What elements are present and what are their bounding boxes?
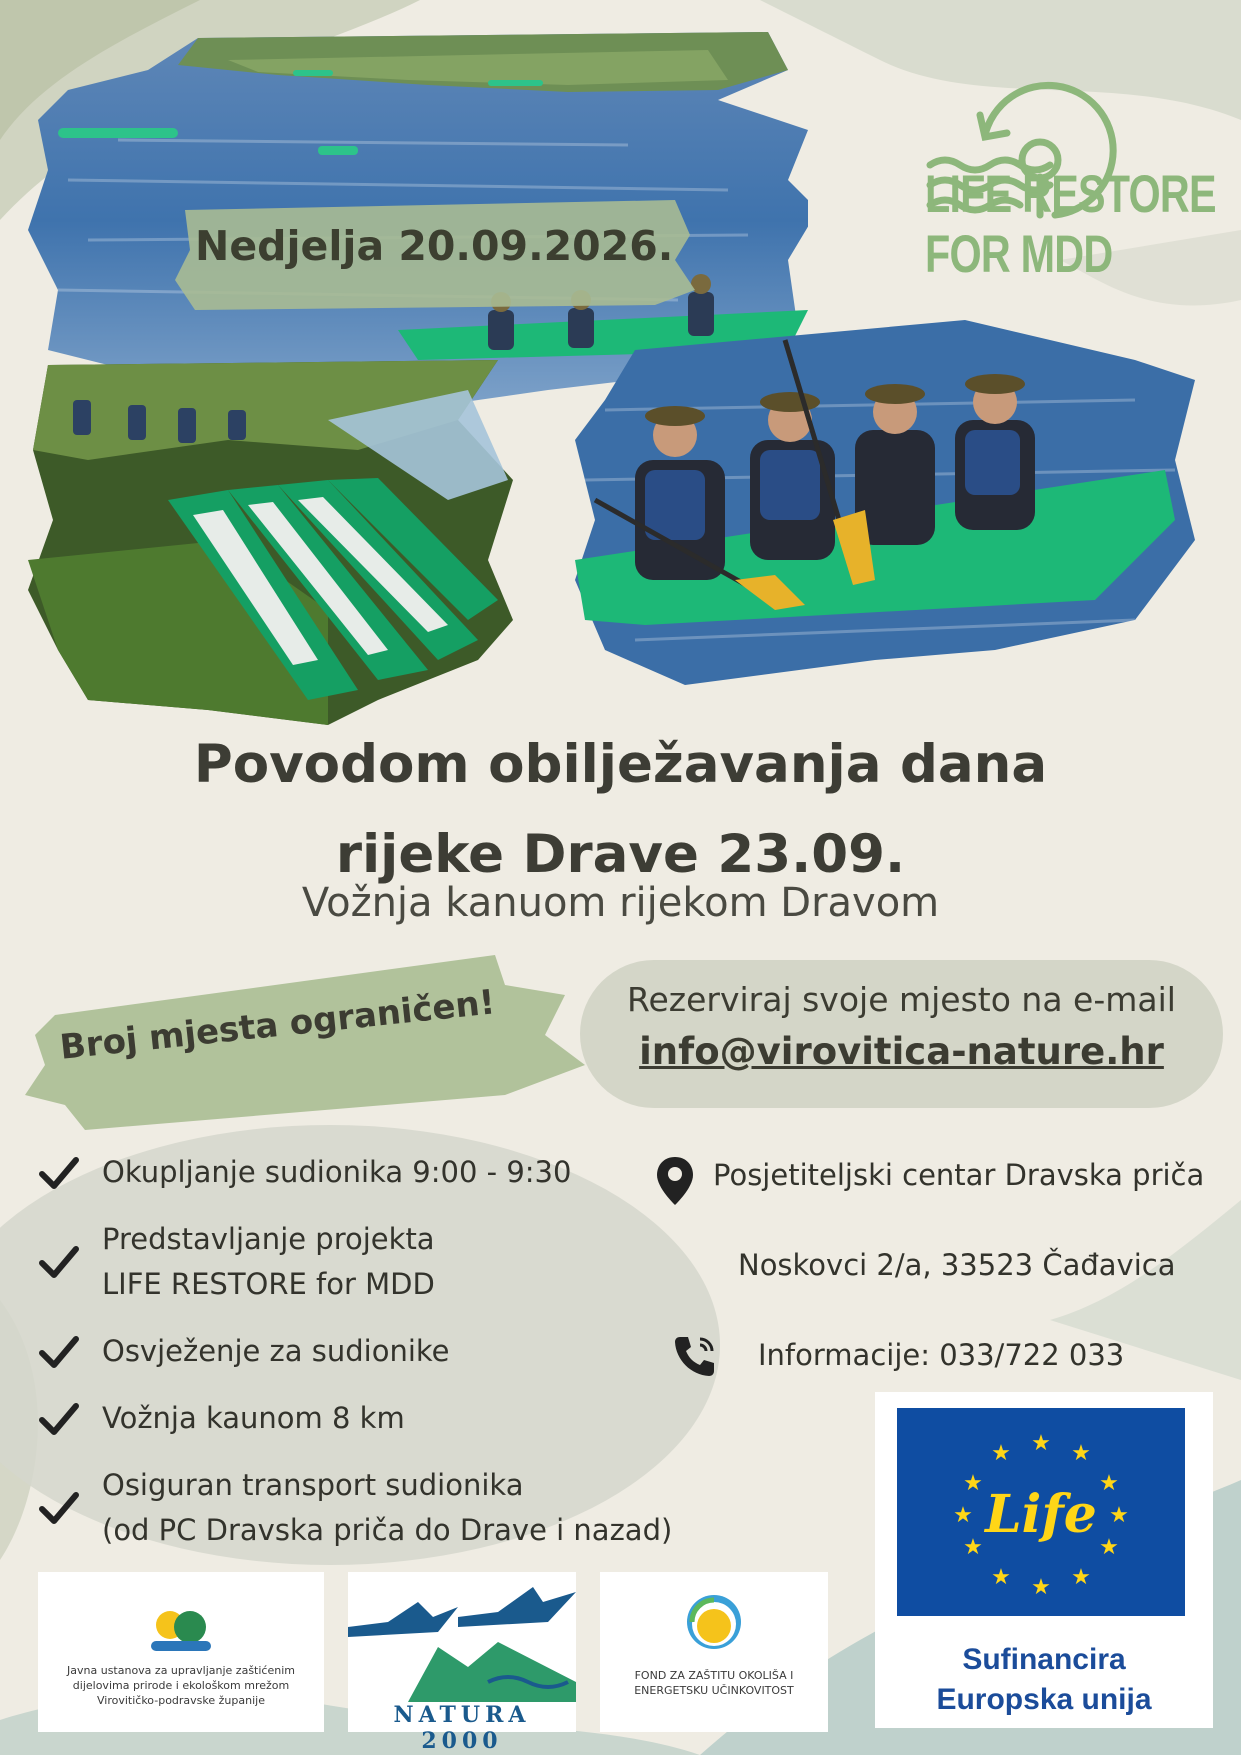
fund-emblem-icon (684, 1592, 744, 1652)
reservation-label: Rezerviraj svoje mjesto na e-mail (627, 980, 1176, 1019)
location-name: Posjetiteljski centar Dravska priča (713, 1158, 1205, 1192)
svg-text:★: ★ (963, 1535, 983, 1560)
svg-text:★: ★ (1031, 1431, 1051, 1456)
agenda-item (38, 1396, 698, 1441)
institution-emblem-icon (146, 1603, 216, 1658)
headline-line-1: Povodom obilježavanja dana (193, 734, 1048, 795)
page-title (0, 720, 1241, 900)
eu-cofinanced-text (875, 1640, 1213, 1720)
svg-text:★: ★ (1109, 1503, 1129, 1528)
agenda-item (38, 1150, 698, 1195)
canoe-crew-photo (575, 320, 1195, 710)
natura-birds-icon (348, 1572, 576, 1702)
public-institution-text (48, 1663, 314, 1708)
reservation-email-link[interactable]: info@virovitica-nature.hr (639, 1030, 1164, 1073)
checkmark-icon (38, 1241, 80, 1283)
svg-text:★: ★ (991, 1441, 1011, 1466)
checkmark-icon (38, 1487, 80, 1529)
agenda-item (38, 1463, 698, 1553)
life-restore-logo-text (925, 165, 1225, 285)
location-address: Noskovci 2/a, 33523 Čađavica (738, 1248, 1176, 1282)
agenda-item-text: Predstavljanje projekta (102, 1222, 435, 1256)
event-date: Nedjelja 20.09.2026. (195, 222, 674, 270)
logo-line-2: FOR MDD (925, 225, 1113, 284)
subheadline: Vožnja kanuom rijekom Dravom (301, 880, 940, 926)
eu-line: Europska unija (936, 1683, 1152, 1716)
location-pin-icon (655, 1155, 695, 1207)
eu-line: Sufinancira (962, 1643, 1126, 1676)
agenda-item-text: Vožnja kaunom 8 km (102, 1401, 405, 1435)
svg-text:★: ★ (1099, 1471, 1119, 1496)
agenda-item-text: Okupljanje sudionika 9:00 - 9:30 (102, 1155, 572, 1189)
headline-line-2: rijeke Drave 23.09. (335, 824, 906, 885)
fund-line: FOND ZA ZAŠTITU OKOLIŠA I (634, 1669, 794, 1682)
svg-text:★: ★ (1071, 1441, 1091, 1466)
info-phone: Informacije: 033/722 033 (758, 1338, 1125, 1372)
phone-icon (672, 1333, 718, 1379)
limited-spots-text: Broj mjesta ograničen! (58, 982, 497, 1068)
svg-text:★: ★ (1071, 1565, 1091, 1590)
svg-text:★: ★ (1031, 1575, 1051, 1600)
svg-text:★: ★ (991, 1565, 1011, 1590)
logo-line-1: LIFE RESTORE (925, 165, 1216, 224)
agenda-item (38, 1217, 698, 1307)
agenda-item (38, 1329, 698, 1374)
fund-line: ENERGETSKU UČINKOVITOST (634, 1684, 794, 1697)
svg-text:★: ★ (953, 1503, 973, 1528)
canoes-on-bank-photo (28, 360, 513, 725)
institution-line: Virovitičko-podravske županije (97, 1694, 265, 1707)
checkmark-icon (38, 1398, 80, 1440)
fund-text (600, 1668, 828, 1698)
checkmark-icon (38, 1152, 80, 1194)
agenda-list (38, 1150, 698, 1575)
agenda-item-text: (od PC Dravska priča do Drave i nazad) (102, 1513, 673, 1547)
agenda-item-text: Osvježenje za sudionike (102, 1334, 450, 1368)
checkmark-icon (38, 1331, 80, 1373)
natura-2000-text: NATURA 2000 (393, 1702, 531, 1754)
agenda-item-text: Osiguran transport sudionika (102, 1468, 524, 1502)
institution-line: dijelovima prirode i ekološkom mrežom (72, 1679, 290, 1692)
institution-line: Javna ustanova za upravljanje zaštićenim (67, 1664, 295, 1677)
eu-flag-life-text: Life (985, 1484, 1097, 1545)
eu-flag-life-icon (897, 1408, 1185, 1616)
svg-text:★: ★ (963, 1471, 983, 1496)
svg-text:★: ★ (1099, 1535, 1119, 1560)
agenda-item-text: LIFE RESTORE for MDD (102, 1267, 435, 1301)
